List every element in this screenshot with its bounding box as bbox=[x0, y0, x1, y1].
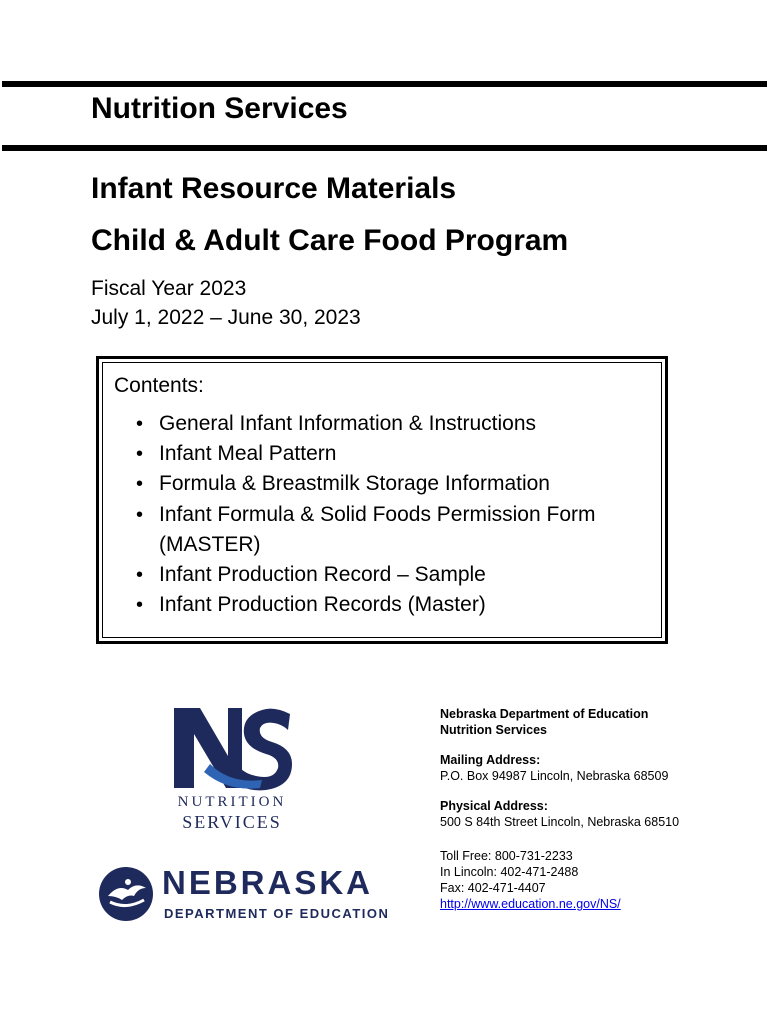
nebraska-logo bbox=[98, 864, 390, 924]
contents-item: • Formula & Breastmilk Storage Information bbox=[103, 469, 663, 499]
contact-block bbox=[440, 706, 760, 912]
website-link[interactable]: http://www.education.ne.gov/NS/ bbox=[440, 897, 621, 911]
mailing-address-label: Mailing Address: bbox=[440, 753, 541, 767]
contents-list bbox=[103, 409, 663, 620]
lincoln-phone: In Lincoln: 402-471-2488 bbox=[440, 865, 579, 879]
contents-item: • Infant Production Record – Sample bbox=[103, 560, 663, 590]
contents-item: • General Infant Information & Instructions bbox=[103, 409, 663, 439]
department-of-education-label: DEPARTMENT OF EDUCATION bbox=[164, 906, 390, 921]
contents-item: • Infant Production Records (Master) bbox=[103, 590, 663, 620]
nebraska-seal-icon bbox=[98, 866, 154, 922]
physical-address-value: 500 S 84th Street Lincoln, Nebraska 68510 bbox=[440, 815, 680, 829]
contents-heading: Contents: bbox=[114, 374, 204, 397]
contents-inner-border bbox=[102, 362, 662, 638]
document-title-line2: Child & Adult Care Food Program bbox=[91, 224, 569, 257]
date-range: July 1, 2022 – June 30, 2023 bbox=[91, 306, 361, 329]
fiscal-year: Fiscal Year 2023 bbox=[91, 277, 247, 300]
contents-box bbox=[96, 356, 668, 644]
section-title: Nutrition Services bbox=[91, 92, 348, 125]
ns-mark-icon bbox=[170, 704, 294, 792]
document-title-line1: Infant Resource Materials bbox=[91, 172, 457, 205]
ns-logo-icon bbox=[170, 704, 294, 834]
physical-address-label: Physical Address: bbox=[440, 799, 548, 813]
fax-number: Fax: 402-471-4407 bbox=[440, 881, 546, 895]
contents-item: • Infant Formula & Solid Foods Permission Form (MASTER) bbox=[103, 500, 663, 560]
nebraska-wordmark: NEBRASKA bbox=[162, 864, 374, 901]
toll-free-phone: Toll Free: 800-731-2233 bbox=[440, 849, 573, 863]
top-rule bbox=[2, 81, 767, 87]
ns-logo-line1: NUTRITION bbox=[177, 794, 287, 810]
bottom-rule bbox=[2, 145, 767, 151]
ns-logo-line2: SERVICES bbox=[182, 812, 282, 832]
contact-org: Nebraska Department of Education bbox=[440, 707, 649, 721]
mailing-address-value: P.O. Box 94987 Lincoln, Nebraska 68509 bbox=[440, 769, 669, 783]
contents-item: • Infant Meal Pattern bbox=[103, 439, 663, 469]
contact-division: Nutrition Services bbox=[440, 723, 547, 737]
